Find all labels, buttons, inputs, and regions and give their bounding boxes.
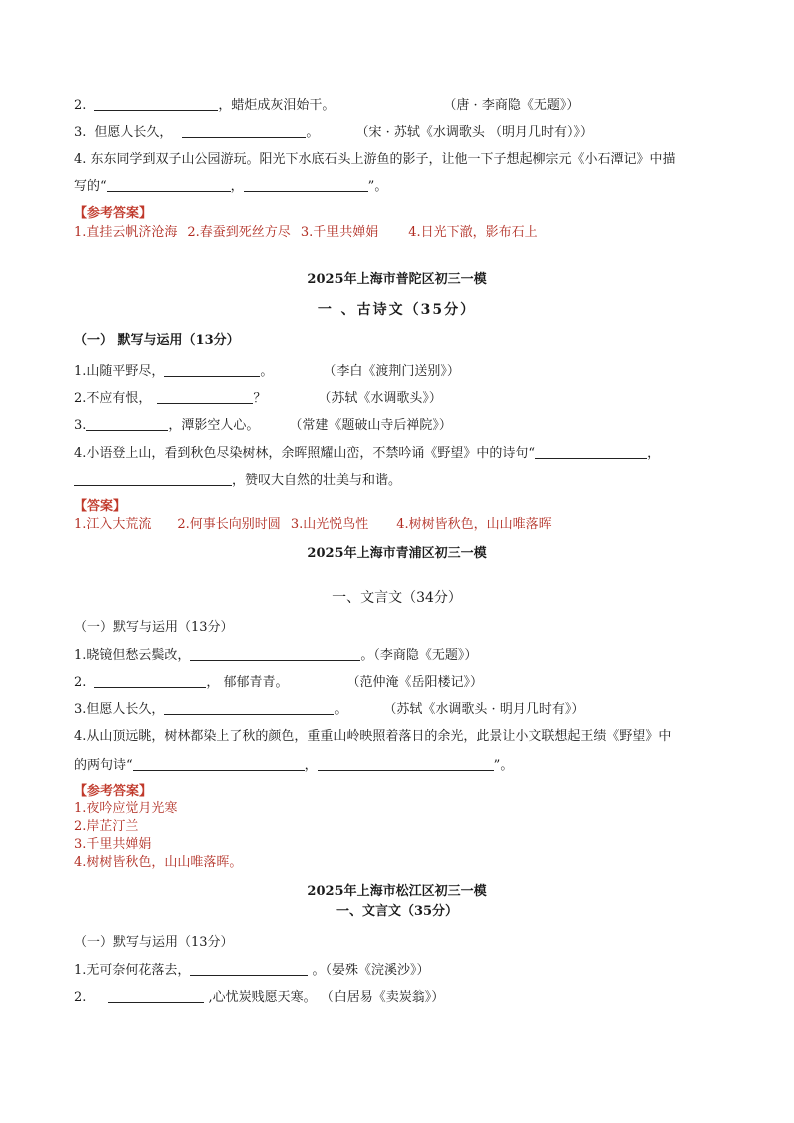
section-title: 2025年上海市松江区初三一模	[307, 884, 487, 899]
answer-blank	[108, 988, 204, 1003]
answer-blank	[94, 673, 206, 688]
section-subtitle: 一 、古诗文（35分）	[317, 302, 477, 318]
answer-line	[74, 224, 538, 242]
putuo-q4-line2	[74, 471, 401, 490]
answer-item: 3.千里共婵娟	[300, 225, 379, 240]
answer-blank	[164, 362, 260, 377]
answer-item: 1.直挂云帆济沧海	[74, 225, 178, 240]
answer-blank	[164, 700, 334, 715]
answer-heading: 【参考答案】	[74, 206, 153, 221]
question-text: 1.山随平野尽，	[74, 364, 165, 379]
punctuation: 。	[360, 648, 374, 663]
answer-blank	[244, 177, 368, 192]
answer-item: 4.树树皆秋色，山山唯落晖。	[74, 855, 243, 870]
answer-item: 4.日光下澈，影布石上	[408, 225, 538, 240]
answer-blank	[157, 389, 253, 404]
putuo-q3	[74, 416, 452, 435]
question-number: 3.	[74, 418, 87, 433]
answer-blank	[94, 96, 218, 111]
question-text: ， 郁郁青青。	[206, 675, 289, 690]
songjiang-q1	[74, 961, 430, 980]
answer-blank	[190, 646, 360, 661]
source-citation: （苏轼《水调歌头》）	[318, 391, 442, 406]
section-subtitle: 一、文言文（35分）	[335, 904, 459, 919]
question-text: 的两句诗“	[74, 758, 133, 773]
answer-blank	[190, 961, 308, 976]
source-citation: 。（晏殊《浣溪沙》）	[308, 963, 430, 978]
answer-blank	[86, 416, 168, 431]
punctuation: ？	[253, 391, 267, 406]
answer-item: 3.千里共婵娟	[74, 837, 152, 852]
songjiang-q2	[74, 988, 444, 1007]
answer-heading: 【参考答案】	[74, 784, 153, 799]
question-text: ，赞叹大自然的壮美与和谐。	[232, 473, 402, 488]
section-title: 2025年上海市普陀区初三一模	[307, 272, 487, 287]
answer-blank	[74, 471, 232, 486]
answer-blank	[535, 444, 647, 459]
qingpu-q1	[74, 646, 477, 665]
putuo-q1	[74, 362, 460, 381]
section-title: 2025年上海市青浦区初三一模	[307, 546, 487, 561]
answer-heading: 【答案】	[74, 499, 127, 514]
punctuation: ，	[230, 179, 244, 194]
answer-blank	[107, 177, 231, 192]
answer-item: 2.春蚕到死丝方尽	[187, 225, 291, 240]
question-text: 4.小语登上山，看到秋色尽染树林，余晖照耀山峦，不禁吟诵《野望》中的诗句“	[74, 446, 536, 461]
question-number: 2.	[74, 675, 87, 690]
question-text: 但愿人长久，	[94, 125, 173, 140]
putuo-q2	[74, 389, 442, 408]
question-number: 3.	[74, 125, 87, 140]
qingpu-q2	[74, 673, 483, 692]
answer-item: 2.岸芷汀兰	[74, 819, 139, 834]
source-citation: （李白《渡荆门送别》）	[323, 364, 460, 379]
answer-item: 1.夜吟应觉月光寒	[74, 801, 178, 816]
putuo-prev-q3	[74, 123, 593, 142]
punctuation: 。	[306, 125, 320, 140]
punctuation: ，	[304, 758, 318, 773]
question-text: 1.晓镜但愁云鬓改，	[74, 648, 191, 663]
question-text: ，潭影空人心。	[168, 418, 260, 433]
answer-item: 3.山光悦鸟性	[290, 517, 369, 532]
question-text: 1.无可奈何花落去，	[74, 963, 191, 978]
source-citation: （常建《题破山寺后禅院》）	[289, 418, 452, 433]
answer-blank	[133, 756, 305, 771]
question-text: 2.不应有恨，	[74, 391, 152, 406]
qingpu-q4-line1: 4.从山顶远眺，树林都染上了秋的颜色，重重山岭映照着落日的余光，此景让小文联想起王绩《野望》中	[74, 729, 672, 744]
source-citation: （唐 · 李商隐《无题》）	[443, 98, 580, 113]
putuo-q4-line1	[74, 444, 660, 463]
punctuation: ”。	[367, 179, 388, 194]
punctuation: 。	[334, 702, 348, 717]
answer-blank	[318, 756, 494, 771]
part-heading: （一）默写与运用（13分）	[74, 620, 234, 635]
putuo-prev-q4-line2	[74, 177, 387, 196]
answer-item: 1.江入大荒流	[74, 517, 152, 532]
answer-blank	[182, 123, 306, 138]
answer-item: 2.何事长向别时圆	[177, 517, 281, 532]
source-citation: （苏轼《水调歌头 · 明月几时有》）	[383, 702, 585, 717]
source-citation: （宋 · 苏轼《水调歌头 （明月几时有）》）	[355, 125, 593, 140]
part-heading: （一）默写与运用（13分）	[74, 935, 234, 950]
punctuation: ，	[647, 446, 661, 461]
question-number: 2.	[74, 98, 87, 113]
qingpu-q3	[74, 700, 584, 719]
answer-item: 4.树树皆秋色，山山唯落晖	[396, 517, 552, 532]
question-text: 写的“	[74, 179, 107, 194]
section-subtitle: 一、文言文（34分）	[332, 590, 462, 606]
question-text: ,心忧炭贱愿天寒。 （白居易《卖炭翁》）	[204, 990, 445, 1005]
putuo-prev-q2	[74, 96, 579, 115]
question-text: 3.但愿人长久，	[74, 702, 165, 717]
question-text: ，蜡炬成灰泪始干。	[218, 98, 336, 113]
punctuation: 。	[260, 364, 274, 379]
answer-line	[74, 516, 552, 534]
putuo-prev-q4-line1: 4. 东东同学到双子山公园游玩。阳光下水底石头上游鱼的影子，让他一下子想起柳宗元《小石潭记》中描	[74, 152, 676, 167]
part-heading: （一） 默写与运用（13分）	[74, 333, 240, 348]
source-citation: （范仲淹《岳阳楼记》）	[346, 675, 484, 690]
question-number: 2.	[74, 990, 87, 1005]
source-citation: （李商隐《无题》）	[373, 648, 478, 663]
qingpu-q4-line2	[74, 756, 513, 775]
punctuation: ”。	[493, 758, 514, 773]
